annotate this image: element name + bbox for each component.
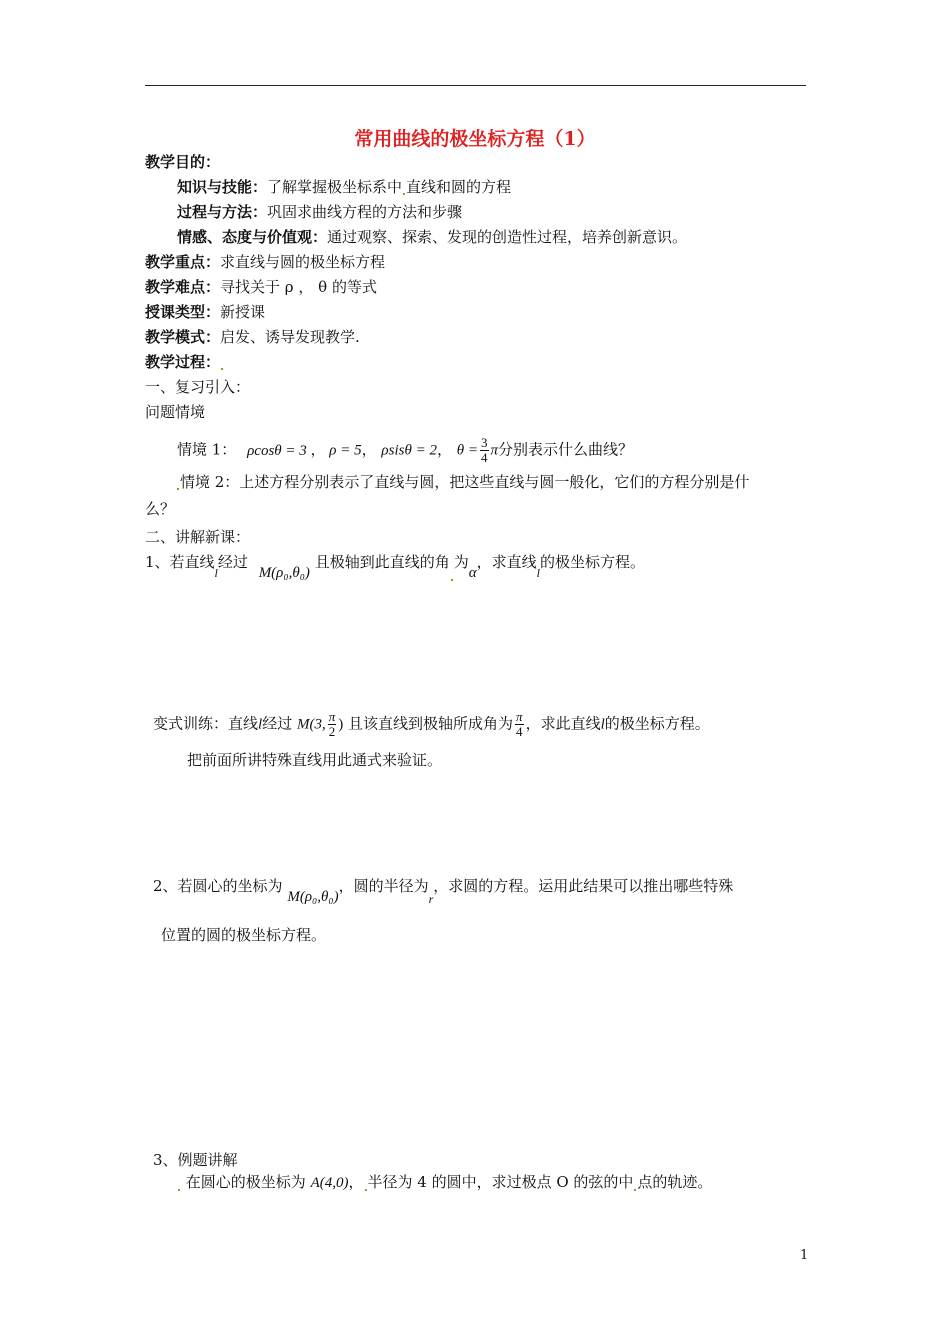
new-lesson-heading: 二、讲解新课： [145,528,251,546]
q3-text-a: 在圆心的极坐标为 [185,1173,306,1191]
variant-text-b: 经过 [262,714,293,733]
q3-text-c: 半径为 4 的圆中，求过极点 O 的弦的中 [367,1173,634,1191]
question-1 [145,552,645,583]
emotion-label: 情感、态度与价值观： [177,228,328,246]
objective-emotion [177,227,687,247]
fraction-numerator: π [516,709,523,724]
variant-text-e: 的极坐标方程。 [604,714,710,733]
review-subheading: 问题情境 [145,403,206,421]
scenario-1: 情境 1： ρcosθ = 3 ， ρ = 5， ρsisθ = 2， θ = $\frac{3}{4}$ π分别表示什么曲线？ [177,435,634,465]
mark-dot [365,1189,367,1191]
process-label: 过程与方法： [177,203,268,221]
q2-text-c: ，求圆的方程。运用此结果可以推出哪些特殊 [433,877,734,895]
q1-text-f: 的极坐标方程。 [539,553,645,571]
scenario2-text: 情境 2：上述方程分别表示了直线与圆，把这些直线与圆一般化，它们的方程分别是什 [180,473,750,491]
q3-point: A(4,0) [310,1175,349,1191]
objective-knowledge [177,177,511,197]
scenario1-prefix: 情境 1： [177,440,237,459]
variant-angle-fraction [515,710,524,739]
page-title: 常用曲线的极坐标方程（1） [354,128,596,150]
emotion-text: 通过观察、探索、发现的创造性过程，培养创新意识。 [327,228,688,246]
scenario1-eq3: ρsisθ = 2 [381,442,437,459]
knowledge-label: 知识与技能： [177,178,268,196]
q3-text-d: 点的轨迹。 [637,1173,713,1191]
key-points [145,252,385,272]
difficulty-text: 寻找关于 ρ ， θ 的等式 [220,278,377,296]
q1-text-d: 为 [453,553,469,571]
objective-process [177,202,462,222]
q3-text-b: ， [348,1173,364,1191]
lesson-type-text: 新授课 [220,303,266,321]
mark-dot [177,488,179,490]
variant-text-d: ，求此直线 [525,714,601,733]
difficulty [145,277,377,297]
process-text: 巩固求曲线方程的方法和步骤 [267,203,463,221]
variant-text-a: 变式训练：直线 [153,714,259,733]
fraction-denominator: 4 [516,724,523,739]
q2-point: M(ρ₀,θ₀) [287,889,339,905]
question-3 [177,1172,712,1193]
variant-line-symbol: l [258,716,263,733]
question-2-line2: 位置的圆的极坐标方程。 [161,926,327,944]
scenario-2-line1 [177,472,749,492]
q1-line-symbol-2: l [536,566,540,580]
variant-text-c: 且该直线到极轴所成角为 [348,714,514,733]
knowledge-text-b: 直线和圆的方程 [406,178,512,196]
q1-text-c: 且极轴到此直线的角 [314,553,450,571]
q1-point: M(ρ₀,θ₀) [258,565,310,581]
key-points-label: 教学重点： [145,253,221,271]
q2-text-b: ，圆的半径为 [338,877,429,895]
teaching-mode [145,327,360,347]
scenario-2-line2: 么？ [145,500,176,518]
difficulty-label: 教学难点： [145,278,221,296]
fraction-numerator: 3 [481,435,488,450]
q1-line-symbol: l [214,566,218,580]
fraction-denominator: 2 [328,724,336,739]
mark-dot [403,193,405,195]
verify-text: 把前面所讲特殊直线用此通式来验证。 [187,751,443,769]
q1-text-a: 1、若直线 [145,553,215,571]
scenario1-eq4-lhs: θ = [456,442,479,459]
q2-radius-symbol: r [428,892,434,906]
scenario1-fraction [480,436,489,465]
variant-point-lhs: M(3, [296,716,326,733]
teaching-process [145,352,224,372]
variant-point-rhs: ) [338,716,344,733]
page-number: 1 [800,1248,809,1263]
fraction-numerator: π [328,709,336,724]
question-3-heading: 3、例题讲解 [153,1151,238,1169]
variant-training [153,710,710,739]
scenario1-pi: π [490,442,499,459]
q1-alpha: α [468,565,477,581]
scenario1-suffix: 分别表示什么曲线？ [498,440,634,459]
q1-text-e: ，求直线 [476,553,537,571]
variant-point-fraction [328,710,337,739]
question-2 [153,876,733,909]
mark-dot [451,579,453,581]
q2-text-a: 2、若圆心的坐标为 [153,877,283,895]
lesson-type-label: 授课类型： [145,303,221,321]
mark-dot [178,1189,180,1191]
lesson-type [145,302,265,322]
review-heading: 一、复习引入： [145,378,251,396]
objectives-heading: 教学目的： [145,153,221,171]
teaching-mode-label: 教学模式： [145,328,221,346]
scenario1-eq2: ρ = 5 [329,442,362,459]
q1-text-b: 经过 [217,553,248,571]
key-points-text: 求直线与圆的极坐标方程 [220,253,386,271]
variant-line-symbol-2: l [600,716,605,733]
mark-dot [221,368,223,370]
scenario1-eq1: ρcosθ = 3 [247,442,307,459]
knowledge-text-a: 了解掌握极坐标系中 [267,178,403,196]
header-rule [145,85,806,86]
fraction-denominator: 4 [481,450,488,465]
teaching-mode-text: 启发、诱导发现教学. [220,328,360,346]
teaching-process-label: 教学过程： [145,353,221,371]
